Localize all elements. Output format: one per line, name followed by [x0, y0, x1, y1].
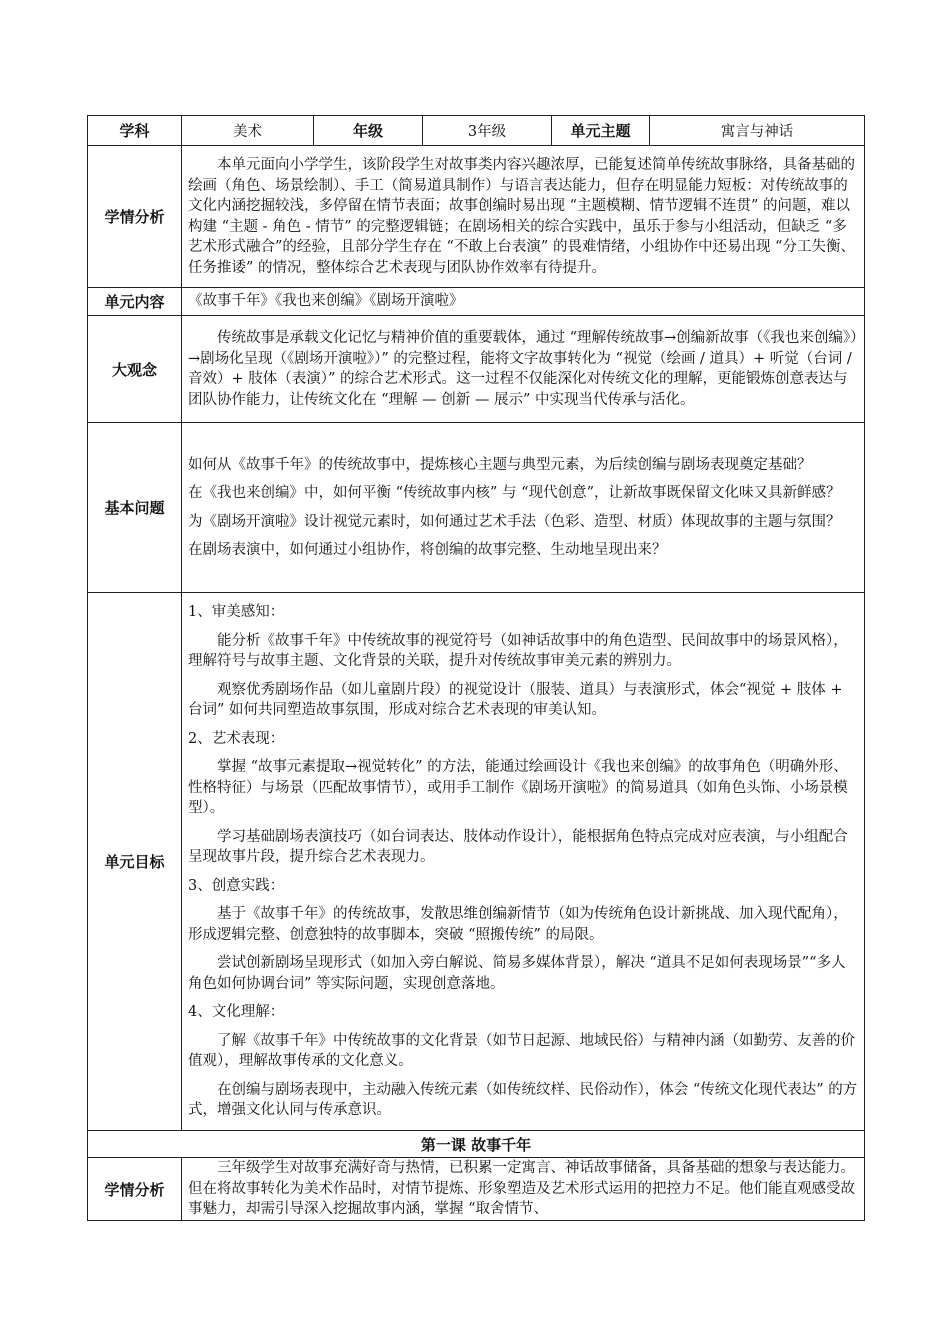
- theme-label: 单元主题: [552, 116, 650, 146]
- student-analysis-label: 学情分析: [88, 146, 182, 288]
- theme-value: 寓言与神话: [650, 116, 865, 146]
- goal-paragraph: 学习基础剧场表演技巧（如台词表达、肢体动作设计），能根据角色特点完成对应表演，与小组配合呈现故事片段，提升综合艺术表现力。: [188, 828, 848, 866]
- big-idea-row: [88, 316, 865, 423]
- header-row: [88, 116, 865, 146]
- unit-content-cell: [182, 288, 865, 316]
- basic-questions-label: 基本问题: [88, 423, 182, 593]
- unit-content-row: [88, 288, 865, 316]
- goal-paragraph: 掌握 “故事元素提取→视觉转化” 的方法，能通过绘画设计《我也来创编》的故事角色（明确外形、性格特征）与场景（匹配故事情节），或用手工制作《剧场开演啦》的简易道具（如角色头饰、小场景模型）。: [188, 759, 848, 817]
- subject-value: 美术: [182, 116, 314, 146]
- unit-plan-table: [87, 115, 865, 1221]
- goal-paragraph: 能分析《故事千年》中传统故事的视觉符号（如神话故事中的角色造型、民间故事中的场景风格），理解符号与故事主题、文化背景的关联，提升对传统故事审美元素的辨别力。: [188, 632, 848, 670]
- unit-content-text: 《故事千年》《我也来创编》《剧场开演啦》: [188, 293, 464, 310]
- question-item: 在《我也来创编》中，如何平衡 “传统故事内核” 与 “现代创意”，让新故事既保留文化味又具新鲜感？: [188, 485, 841, 501]
- unit-goals-row: [88, 593, 865, 1131]
- unit-goals-label: 单元目标: [88, 593, 182, 1131]
- big-idea-cell: [182, 316, 865, 423]
- goal-heading-aesthetic: 1、审美感知：: [188, 604, 285, 621]
- big-idea-text: 传统故事是承载文化记忆与精神价值的重要载体，通过 “理解传统故事→创编新故事（《我也来创编》）→剧场化呈现（《剧场开演啦》）” 的完整过程，能将文字故事转化为 “视觉（绘画 / 道具）+ 听觉（台词 / 音效）+ 肢体（表演）” 的综合艺术形式。这一过程不仅能深化对传统文化的理解，更能锻炼创意表达与团队协作能力，让传统文化在 “理解 — 创新 — 展示” 中实现当代传承与活化。: [188, 330, 858, 408]
- lesson1-title-row: [88, 1131, 865, 1158]
- lesson1-analysis-text: 三年级学生对故事充满好奇与热情，已积累一定寓言、神话故事储备，具备基础的想象与表达能力。但在将故事转化为美术作品时，对情节提炼、形象塑造及艺术形式运用的把控力不足。他们能直观感受故事魅力，却需引导深入挖掘故事内涵，掌握 “取舍情节、: [188, 1160, 855, 1218]
- question-item: 为《剧场开演啦》设计视觉元素时，如何通过艺术手法（色彩、造型、材质）体现故事的主题与氛围？: [188, 513, 841, 530]
- goal-heading-practice: 3、创意实践：: [188, 877, 285, 894]
- big-idea-label: 大观念: [88, 316, 182, 423]
- goal-heading-culture: 4、文化理解：: [188, 1004, 285, 1021]
- student-analysis-cell: [182, 146, 865, 288]
- question-item: 如何从《故事千年》的传统故事中，提炼核心主题与典型元素，为后续创编与剧场表现奠定基础？: [188, 456, 812, 473]
- grade-value: 3年级: [423, 116, 552, 146]
- basic-questions-cell: [182, 423, 865, 593]
- unit-content-label: 单元内容: [88, 288, 182, 316]
- basic-questions-row: [88, 423, 865, 593]
- grade-label: 年级: [314, 116, 423, 146]
- lesson1-title: 第一课 故事千年: [88, 1131, 865, 1158]
- goal-heading-expression: 2、艺术表现：: [188, 730, 285, 747]
- lesson1-analysis-row: [88, 1158, 865, 1221]
- lesson1-analysis-label: 学情分析: [88, 1158, 182, 1221]
- goal-paragraph: 了解《故事千年》中传统故事的文化背景（如节日起源、地域民俗）与精神内涵（如勤劳、友善的价值观），理解故事传承的文化意义。: [188, 1032, 855, 1070]
- student-analysis-text: 本单元面向小学学生，该阶段学生对故事类内容兴趣浓厚，已能复述简单传统故事脉络，具备基础的绘画（角色、场景绘制）、手工（简易道具制作）与语言表达能力，但存在明显能力短板：对传统故事的文化内涵挖掘较浅，多停留在情节表面；故事创编时易出现 “主题模糊、情节逻辑不连贯” 的问题，难以构建 “主题 - 角色 - 情节” 的完整逻辑链；在剧场相关的综合实践中，虽乐于参与小组活动，但缺乏 “多艺术形式融合”的经验，且部分学生存在 “不敢上台表演” 的畏难情绪，小组协作中还易出现 “分工失衡、任务推诿” 的情况，整体综合艺术表现与团队协作效率有待提升。: [188, 157, 855, 276]
- goal-paragraph: 观察优秀剧场作品（如儿童剧片段）的视觉设计（服装、道具）与表演形式，体会“视觉 + 肢体 + 台词” 如何共同塑造故事氛围，形成对综合艺术表现的审美认知。: [188, 681, 843, 719]
- student-analysis-row: [88, 146, 865, 288]
- unit-goals-cell: [182, 593, 865, 1131]
- question-item: 在剧场表演中，如何通过小组协作，将创编的故事完整、生动地呈现出来？: [188, 542, 667, 558]
- subject-label: 学科: [88, 116, 182, 146]
- goal-paragraph: 在创编与剧场表现中，主动融入传统元素（如传统纹样、民俗动作），体会 “传统文化现代表达” 的方式，增强文化认同与传承意识。: [188, 1081, 858, 1119]
- goal-paragraph: 尝试创新剧场呈现形式（如加入旁白解说、简易多媒体背景），解决 “道具不足如何表现场景”“多人角色如何协调台词” 等实际问题，实现创意落地。: [188, 955, 846, 992]
- goal-paragraph: 基于《故事千年》的传统故事，发散思维创编新情节（如为传统角色设计新挑战、加入现代配角），形成逻辑完整、创意独特的故事脚本，突破 “照搬传统” 的局限。: [188, 906, 848, 943]
- lesson1-analysis-cell: [182, 1158, 865, 1221]
